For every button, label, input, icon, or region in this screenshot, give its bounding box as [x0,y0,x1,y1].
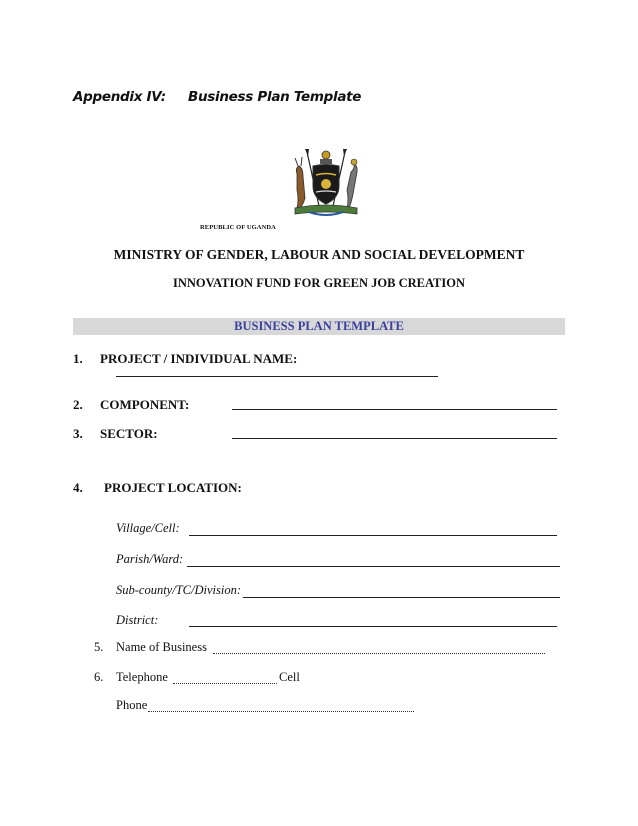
appendix-label: Appendix IV: [73,89,166,105]
cell-field[interactable] [173,683,277,684]
phone-label: Phone [116,698,148,712]
fund-title: INNOVATION FUND FOR GREEN JOB CREATION [172,276,466,290]
project-name-field[interactable] [116,376,438,377]
business-name-label: Name of Business [116,640,207,654]
telephone-label: Telephone [116,670,168,684]
parish-label: Parish/Ward: [116,552,184,566]
district-field[interactable] [189,626,557,627]
village-field[interactable] [189,535,557,536]
component-field[interactable] [232,409,557,410]
item-number-6: 6. [94,670,104,684]
business-name-field[interactable] [213,653,545,654]
village-label: Village/Cell: [116,521,180,535]
cell-label: Cell [279,670,300,684]
district-label: District: [116,613,159,627]
ministry-title: MINISTRY OF GENDER, LABOUR AND SOCIAL DEVELOPMENT [113,247,525,262]
uganda-coat-of-arms-icon [287,146,365,220]
subcounty-label: Sub-county/TC/Division: [116,583,241,597]
phone-field[interactable] [148,711,414,712]
component-label: COMPONENT: [100,397,190,412]
section-banner: BUSINESS PLAN TEMPLATE [73,318,565,335]
emblem-caption: REPUBLIC OF UGANDA [200,224,276,231]
item-number-1: 1. [73,351,83,366]
item-number-2: 2. [73,397,83,412]
subcounty-field[interactable] [243,597,560,598]
item-number-4: 4. [73,480,83,495]
item-number-3: 3. [73,426,83,441]
item-number-5: 5. [94,640,104,654]
sector-field[interactable] [232,438,557,439]
document-title: Business Plan Template [188,89,362,105]
project-name-label: PROJECT / INDIVIDUAL NAME: [100,351,298,366]
project-location-label: PROJECT LOCATION: [104,480,242,495]
parish-field[interactable] [187,566,560,567]
sector-label: SECTOR: [100,426,158,441]
